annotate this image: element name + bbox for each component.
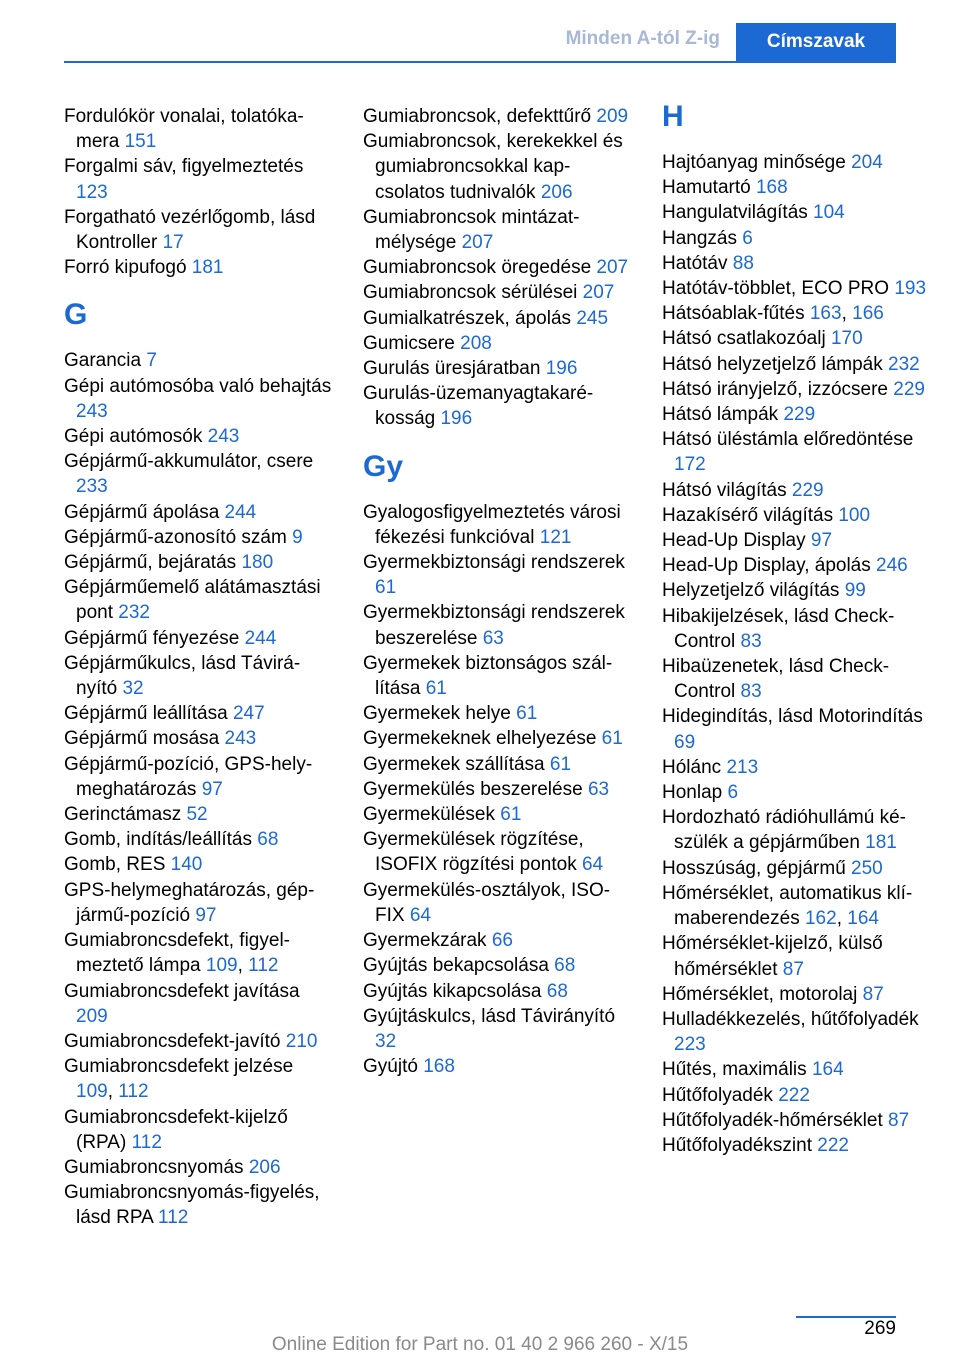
index-entry [64,701,334,726]
index-entry-text: Gumiabroncsdefekt javítása [64,980,300,1002]
page-ref-link[interactable]: 245 [576,307,609,329]
index-entry [64,651,334,701]
page-ref-link[interactable]: 109 [76,1081,108,1103]
index-entry [662,704,932,754]
index-entry: Hátsóablak-fűtés 163, 166 [662,303,884,325]
index-entry [363,280,633,305]
index-entry-text: Hátsó üléstámla előredöntése [662,429,914,451]
index-entry-text: Hőmérséklet-kijelző, külső hőmérséklet [662,933,883,980]
index-entry-text: Hosszúság, gépjármű [662,857,846,879]
index-entry-text: Hűtőfolyadék [662,1084,773,1106]
index-entry [662,1057,932,1082]
page-ref-link[interactable]: 97 [201,778,223,800]
index-entry-text: Head-Up Display [662,530,806,552]
index-entry-text: Forró kipufogó [64,257,187,279]
page-ref-link[interactable]: 66 [491,930,513,952]
page-number: 269 [864,1318,896,1339]
page-ref-link[interactable]: 68 [546,980,568,1002]
index-entry-text: Hulladékkezelés, hűtőfolyadék [662,1008,919,1030]
index-entry-text: Gyalogosfigyelmeztetés városi fékezési funkcióval [363,501,621,548]
index-entry-text: Hazakísérő világítás [662,504,834,526]
index-entry-text: Garancia [64,350,142,372]
index-entry [662,503,932,528]
page-ref-link[interactable]: 163 [809,303,842,325]
index-entry-text: Gyermekülés beszerelése [363,778,583,800]
page-ref-link[interactable]: 112 [158,1207,189,1229]
page-ref-link[interactable]: 162 [804,908,837,930]
index-entry [363,500,633,550]
page-ref-link[interactable]: 213 [726,756,759,778]
page-ref-link[interactable]: 210 [285,1030,318,1052]
index-column-2 [363,104,633,1079]
page-ref-link[interactable]: 222 [817,1134,849,1156]
page-ref-link[interactable]: 97 [810,530,833,552]
index-entry-text: Gumialkatrészek, ápolás [363,307,572,329]
index-entry [363,701,633,726]
index-entry-text: Gyújtás kikapcsolása [363,980,542,1002]
index-entry-text: Hőmérséklet, automatikus klímaberendezés [662,882,913,930]
index-entry [662,1007,932,1057]
index-entry [363,104,633,129]
index-entry-text: Hamutartó [662,177,751,199]
index-entry [64,1029,334,1054]
page-ref-link[interactable]: 166 [852,303,884,325]
index-entry-text: Hátsóablak-fűtés [662,303,805,325]
index-entry-text: Gyermekeknek elhelyezése [363,728,597,750]
index-entry-text: Gomb, indítás/leállítás [64,829,252,851]
page-ref-link[interactable]: 87 [782,958,804,980]
index-entry-text: Hibakijelzések, lásd Check-Control [662,605,895,652]
page-ref-link[interactable]: 112 [248,955,279,977]
index-entry-text: Hátsó irányjelző, izzócsere [662,378,888,400]
page-ref-link[interactable]: 168 [755,177,788,199]
index-entry-text: Gépjármű-azonosító szám [64,526,287,548]
page-ref-link[interactable]: 243 [224,728,257,750]
index-entry-text: Gyermekülések [363,804,495,826]
index-entry-text: Gumiabroncsok öregedése [363,257,592,279]
page-ref-link[interactable]: 9 [292,526,303,548]
index-entry [363,651,633,701]
index-entry-text: Gyújtáskulcs, lásd Távirányító [363,1005,616,1027]
index-entry-text: Hordozható rádióhullámú készülék a gépjárműben [662,807,906,854]
index-entry: Gumiabroncsdefekt, figyelmeztető lámpa 109, 112 [64,930,290,977]
index-entry-text: Gépjármű-akkumulátor, csere [64,451,314,473]
page-ref-link[interactable]: 247 [232,703,265,725]
index-entry [363,726,633,751]
index-entry [363,331,633,356]
page-ref-link[interactable]: 61 [516,703,538,725]
page-ref-link[interactable]: 209 [596,106,629,127]
index-entry [662,553,932,578]
chapter-tab: Címszavak [736,23,896,61]
index-entry-text: Gyermekek helye [363,703,511,725]
index-entry-text: Gumiabroncsdefekt-javító [64,1030,281,1052]
page-ref-link[interactable]: 232 [888,353,920,375]
index-entry-text: Hátsó lámpák [662,404,779,426]
index-entry-text: Gépjármű mosása [64,728,220,750]
index-entry [64,1105,334,1155]
index-entry [64,205,334,255]
index-entry-text: Fordulókör vonalai, tolatókamera [64,106,304,153]
page-ref-link[interactable]: 151 [124,131,157,153]
index-column-3 [662,100,932,1158]
index-entry [64,979,334,1029]
index-entry: Gumiabroncsdefekt jelzése 109, 112 [64,1056,294,1103]
index-entry [64,752,334,802]
page-ref-link[interactable]: 68 [554,955,576,977]
index-entry-text: Hibaüzenetek, lásd Check-Control [662,656,890,703]
index-entry [662,755,932,780]
page-ref-link[interactable]: 87 [888,1109,910,1131]
page-ref-link[interactable]: 232 [118,602,150,624]
index-entry-text: Hatótáv [662,252,728,274]
index-entry-text: Gumiabroncsnyomás-figyelés, lásd RPA [64,1182,320,1229]
index-entry-text: Gépjárműkulcs, lásd Távirányító [64,652,301,700]
page-ref-link[interactable]: 83 [740,630,762,652]
index-entry [64,575,334,625]
index-entry-text: Gépjármű leállítása [64,703,228,725]
index-entry-text: Hajtóanyag minősége [662,152,846,173]
index-entry [64,827,334,852]
page-ref-link[interactable]: 229 [791,479,824,501]
index-entry [662,377,932,402]
index-entry-text: Hangzás [662,227,737,249]
index-entry [363,129,633,205]
page-ref-link[interactable]: 112 [131,1131,162,1153]
index-entry [363,802,633,827]
index-entry [662,931,932,981]
page-ref-link[interactable]: 222 [778,1084,810,1106]
index-entry [662,654,932,704]
index-entry [662,175,932,200]
index-entry [662,982,932,1007]
index-entry-text: Hatótáv-többlet, ECO PRO [662,278,890,300]
section-title: Minden A-tól Z-ig [565,28,720,49]
index-entry-text: Gyermekek szállítása [363,753,545,775]
index-entry [363,777,633,802]
index-entry [363,255,633,280]
page-ref-link[interactable]: 97 [195,904,217,926]
page-ref-link[interactable]: 193 [894,278,927,300]
page-ref-link[interactable]: 99 [844,580,866,602]
page-ref-link[interactable]: 104 [813,202,845,224]
index-entry [64,1180,334,1230]
index-entry-text: Gumiabroncsnyomás [64,1156,244,1178]
page-ref-link[interactable]: 207 [596,257,629,279]
index-entry-text: Gumicsere [363,332,455,354]
page-ref-link[interactable]: 246 [876,555,908,577]
page-ref-link[interactable]: 243 [207,426,240,448]
index-entry [64,449,334,499]
page-ref-link[interactable]: 250 [851,857,883,879]
page-ref-link[interactable]: 140 [170,854,203,876]
index-entry-text: Gépjármű fényezése [64,627,240,649]
index-entry [64,852,334,877]
page-ref-link[interactable]: 181 [191,257,224,279]
index-entry-text: Hangulatvilágítás [662,202,808,224]
index-entry-text: Gumiabroncsdefekt-kijelző (RPA) [64,1106,288,1153]
page-ref-link[interactable]: 206 [540,181,573,203]
page-ref-link[interactable]: 61 [601,728,623,750]
index-entry [363,827,633,877]
index-entry-text: Gyermekzárak [363,930,487,952]
index-entry [662,780,932,805]
index-entry-text: Gyermekülések rögzítése, ISOFIX rögzítési pontok [363,829,584,876]
page-ref-link[interactable]: 123 [76,181,108,203]
index-entry-text: Head-Up Display, ápolás [662,555,871,577]
page-ref-link[interactable]: 164 [847,908,879,930]
page-ref-link[interactable]: 87 [862,983,884,1005]
index-entry [662,402,932,427]
page-ref-link[interactable]: 61 [375,577,397,599]
page-ref-link[interactable]: 64 [409,904,431,926]
index-entry [64,348,334,373]
index-entry-text: Gerinctámasz [64,804,182,826]
page-ref-link[interactable]: 229 [783,404,816,426]
index-entry [662,427,932,477]
page-ref-link[interactable]: 7 [146,350,157,372]
index-entry [363,550,633,600]
index-entry [662,200,932,225]
index-column-1 [64,104,334,1231]
index-entry [662,604,932,654]
edition-note: Online Edition for Part no. 01 40 2 966 260 - X/15 [271,1334,689,1355]
index-entry [363,979,633,1004]
index-entry [363,381,633,431]
index-letter-heading: G [64,298,88,332]
index-entry-text: Helyzetjelző világítás [662,580,840,602]
index-entry-text: Gomb, RES [64,854,166,876]
index-entry-text: Gépi autómosóba való behajtás [64,375,332,397]
page-ref-link[interactable]: 17 [162,232,184,254]
index-entry-text: Hűtőfolyadék-hőmérséklet [662,1109,883,1131]
page-ref-link[interactable]: 64 [581,854,604,876]
index-entry [363,1054,633,1079]
page-ref-link[interactable]: 121 [539,526,572,548]
index-entry [363,205,633,255]
page-ref-link[interactable]: 83 [740,681,762,703]
index-entry-text: Gépjármű-pozíció, GPS-helymeghatározás [64,753,313,800]
page-ref-link[interactable]: 6 [727,782,739,804]
index-entry [662,251,932,276]
index-entry-text: Hőmérséklet, motorolaj [662,983,858,1005]
index-entry [363,306,633,331]
page-ref-link[interactable]: 244 [244,627,277,649]
index-entry-text: Gyújtás bekapcsolása [363,955,549,977]
page-ref-link[interactable]: 32 [122,678,144,700]
index-entry-text: Hátsó világítás [662,479,787,501]
page-ref-link[interactable]: 6 [742,227,753,249]
index-entry-text: Gyermekbiztonsági rendszerek [363,552,625,574]
index-entry [64,550,334,575]
page-ref-link[interactable]: 207 [461,232,494,254]
page-ref-link[interactable]: 69 [674,731,696,753]
index-entry-text: Gyújtó [363,1056,418,1078]
index-entry-text: Gumiabroncsdefekt, figyelmeztető lámpa [64,930,290,977]
index-entry [64,726,334,751]
index-entry-text: Gurulás üresjáratban [363,358,541,380]
index-entry [64,802,334,827]
index-entry [662,226,932,251]
index-entry-text: Gurulás-üzemanyagtakarékosság [363,383,594,430]
index-entry [363,356,633,381]
index-entry-text: Gépjárműemelő alátámasztási pont [64,577,321,624]
index-entry-text: Hidegindítás, lásd Motorindítás [662,706,923,728]
index-entry-text: Gumiabroncsok, kerekekkel és gumiabroncsokkal kapcsolatos tudnivalók [363,131,623,203]
page-ref-link[interactable]: 52 [186,804,208,826]
index-entry-text: Gyermekbiztonsági rendszerek beszerelése [363,602,625,649]
page-ref-link[interactable]: 172 [674,454,706,476]
index-entry [363,928,633,953]
index-entry-text: Hátsó helyzetjelző lámpák [662,353,883,375]
page-ref-link[interactable]: 207 [582,282,615,304]
index-entry-text: Gyermekek biztonságos szállítása [363,652,613,700]
index-entry-text: Hátsó csatlakozóalj [662,328,826,350]
index-entry-text: Hűtés, maximális [662,1059,807,1081]
index-entry [64,424,334,449]
page-ref-link[interactable]: 32 [375,1030,397,1052]
page-ref-link[interactable]: 209 [76,1005,108,1027]
index-entry [64,500,334,525]
index-entry [363,600,633,650]
page-ref-link[interactable]: 223 [674,1034,706,1056]
index-entry [662,805,932,855]
index-entry [662,276,932,301]
page-ref-link[interactable]: 109 [205,955,238,977]
index-entry [662,528,932,553]
index-entry [64,1155,334,1180]
page-ref-link[interactable]: 196 [440,408,473,430]
index-entry [662,856,932,881]
page-ref-link[interactable]: 164 [811,1059,844,1081]
index-entry [662,326,932,351]
page-ref-link[interactable]: 244 [224,501,257,523]
index-entry-text: Gépjármű, bejáratás [64,552,237,574]
page-ref-link[interactable]: 88 [732,252,754,274]
index-entry: Hőmérséklet, automatikus klímaberendezés 162, 164 [662,882,913,930]
index-entry [64,154,334,204]
index-entry [64,374,334,424]
page-ref-link[interactable]: 180 [241,552,274,574]
index-entry-text: Gumiabroncsok sérülései [363,282,578,304]
page-header [0,0,960,62]
index-entry-text: GPS-helymeghatározás, gépjármű-pozíció [64,879,315,926]
page-ref-link[interactable]: 63 [482,627,504,649]
page-ref-link[interactable]: 208 [460,332,492,354]
index-entry-text: Gumiabroncsok mintázatmélysége [363,206,580,254]
page-ref-link[interactable]: 168 [423,1056,455,1078]
index-entry-text: Forgalmi sáv, figyelmeztetés [64,156,304,178]
index-entry-text: Gumiabroncsdefekt jelzése [64,1056,294,1078]
index-entry [662,1108,932,1133]
index-entry [662,578,932,603]
page-ref-link[interactable]: 61 [549,753,572,775]
page-ref-link[interactable]: 181 [865,832,897,854]
page-ref-link[interactable]: 63 [587,778,610,800]
index-entry [662,478,932,503]
page-ref-link[interactable]: 100 [838,504,871,526]
index-entry [64,525,334,550]
page-ref-link[interactable]: 243 [76,400,108,422]
index-entry [64,626,334,651]
index-entry-text: Hűtőfolyadékszint [662,1134,812,1156]
index-entry [363,953,633,978]
index-entry [662,1133,932,1158]
index-entry [363,752,633,777]
index-entry [363,1004,633,1054]
index-entry-text: Gyermekülés-osztályok, ISO-FIX [363,879,611,926]
page-ref-link[interactable]: 233 [76,476,108,498]
index-entry [64,255,334,280]
index-letter-heading: Gy [363,449,404,483]
index-letter-heading: H [662,100,684,133]
page-ref-link[interactable]: 61 [425,678,447,700]
index-entry [363,878,633,928]
index-entry-text: Gépjármű ápolása [64,501,220,523]
page-ref-link[interactable]: 204 [851,152,883,173]
index-entry [662,352,932,377]
index-entry-text: Gumiabroncsok, defekttűrő [363,106,592,127]
page-ref-link[interactable]: 196 [545,358,578,380]
index-entry-text: Honlap [662,782,723,804]
index-entry [64,104,334,154]
index-entry-text: Gépi autómosók [64,426,203,448]
index-entry [64,878,334,928]
index-entry-text: Hólánc [662,756,722,778]
page-ref-link[interactable]: 61 [500,804,522,826]
page-ref-link[interactable]: 68 [257,829,279,851]
index-entry-text: Forgatható vezérlőgomb, lásd Kontroller [64,206,316,254]
index-entry [662,150,932,175]
page-ref-link[interactable]: 112 [118,1081,149,1103]
page-ref-link[interactable]: 170 [830,328,863,350]
page-ref-link[interactable]: 229 [893,378,925,400]
page-ref-link[interactable]: 206 [248,1156,281,1178]
header-rule [64,61,896,63]
index-entry [662,1083,932,1108]
